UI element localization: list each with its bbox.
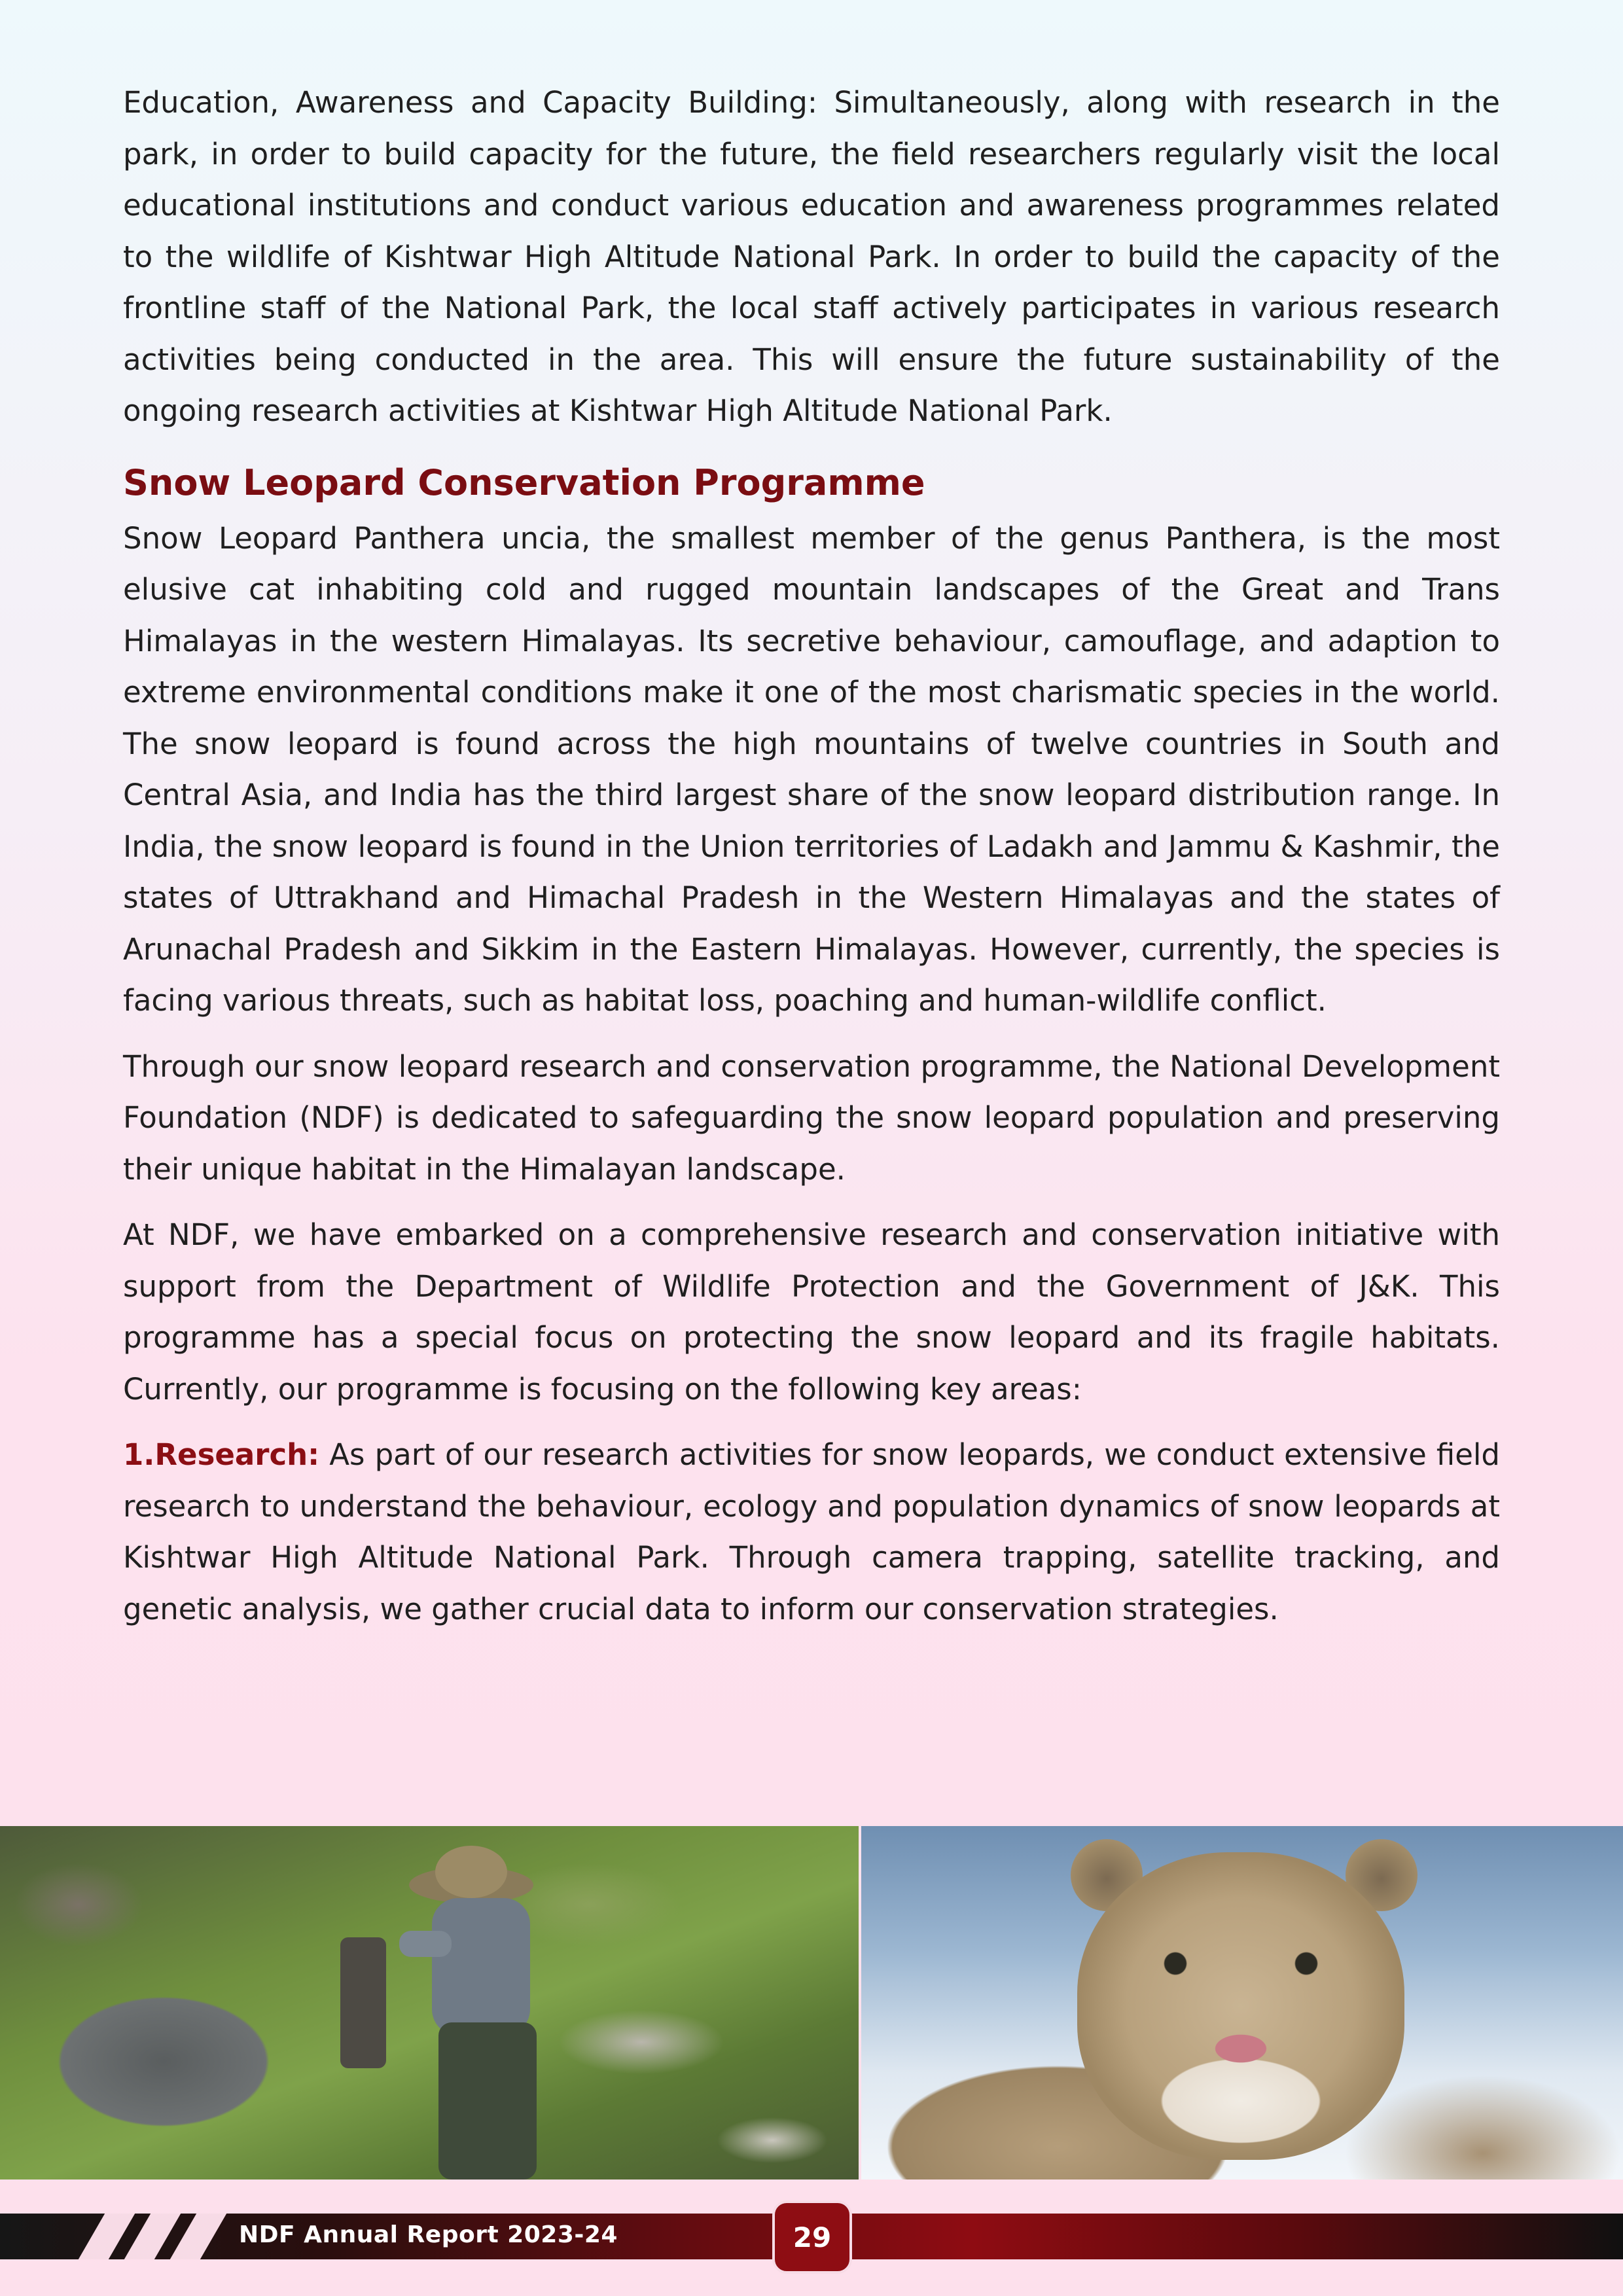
snow-leopard-intro-paragraph: Snow Leopard Panthera uncia, the smallest member of the genus Panthera, is the most elusive cat inhabiting cold and rugged mountain landscapes of the Great and Trans Himalayas in the western Himalayas. Its secretive behaviour, camouflage, and adaption to extreme environmental conditions make it one of the most charismatic species in the world. The snow leopard is found across the high mountains of twelve countries in South and Central Asia, and India has the third largest share of the snow leopard distribution range. In India, the snow leopard is found in the Union territories of Ladakh and Jammu & Kashmir, the states of Uttrakhand and Himachal Pradesh in the Western Himalayas and the states of Arunachal Pradesh and Sikkim in the Eastern Himalayas. However, currently, the species is facing various threats, such as habitat loss, poaching and human-wildlife conflict. xyxy=(123,520,1500,1018)
section-heading: Snow Leopard Conservation Programme xyxy=(123,461,925,503)
footer-report-title: NDF Annual Report 2023-24 xyxy=(239,2221,618,2248)
initiative-paragraph: At NDF, we have embarked on a comprehensive research and conservation initiative with support from the Department of Wildlife Protection and the Government of J&K. This programme has a special focus on protecting the snow leopard and its fragile habitats. Currently, our programme is focusing on the following key areas: xyxy=(123,1217,1500,1407)
photo-strip xyxy=(0,1826,1623,2179)
snow-leopard-head xyxy=(1077,1852,1404,2160)
page-content xyxy=(123,77,1500,1649)
research-paragraph xyxy=(123,1429,1500,1635)
research-text: As part of our research activities for snow leopards, we conduct extensive field research to understand the behaviour, ecology and population dynamics of snow leopards at Kishtwar High Altitude National Park. Through camera trapping, satellite tracking, and genetic analysis, we gather crucial data to inform our conservation strategies. xyxy=(123,1437,1500,1626)
researcher-figure-illustration xyxy=(0,1826,859,2179)
ndf-programme-paragraph: Through our snow leopard research and conservation programme, the National Development Foundation (NDF) is dedicated to safeguarding the snow leopard population and preserving their unique habitat in the Himalayan landscape. xyxy=(123,1049,1500,1187)
page-footer xyxy=(0,2214,1623,2266)
research-lead: 1.Research: xyxy=(123,1437,320,1472)
field-researcher-photo xyxy=(0,1826,859,2179)
page-number-badge: 29 xyxy=(772,2200,852,2274)
education-paragraph: Education, Awareness and Capacity Building: Simultaneously, along with research in the park, in order to build capacity for the future, the field researchers regularly visit the local educational institutions and conduct various education and awareness programmes related to the wildlife of Kishtwar High Altitude National Park. In order to build the capacity of the frontline staff of the National Park, the local staff actively participates in various research activities being conducted in the area. This will ensure the future sustainability of the ongoing research activities at Kishtwar High Altitude National Park. xyxy=(123,85,1500,428)
snow-leopard-photo xyxy=(861,1826,1623,2179)
